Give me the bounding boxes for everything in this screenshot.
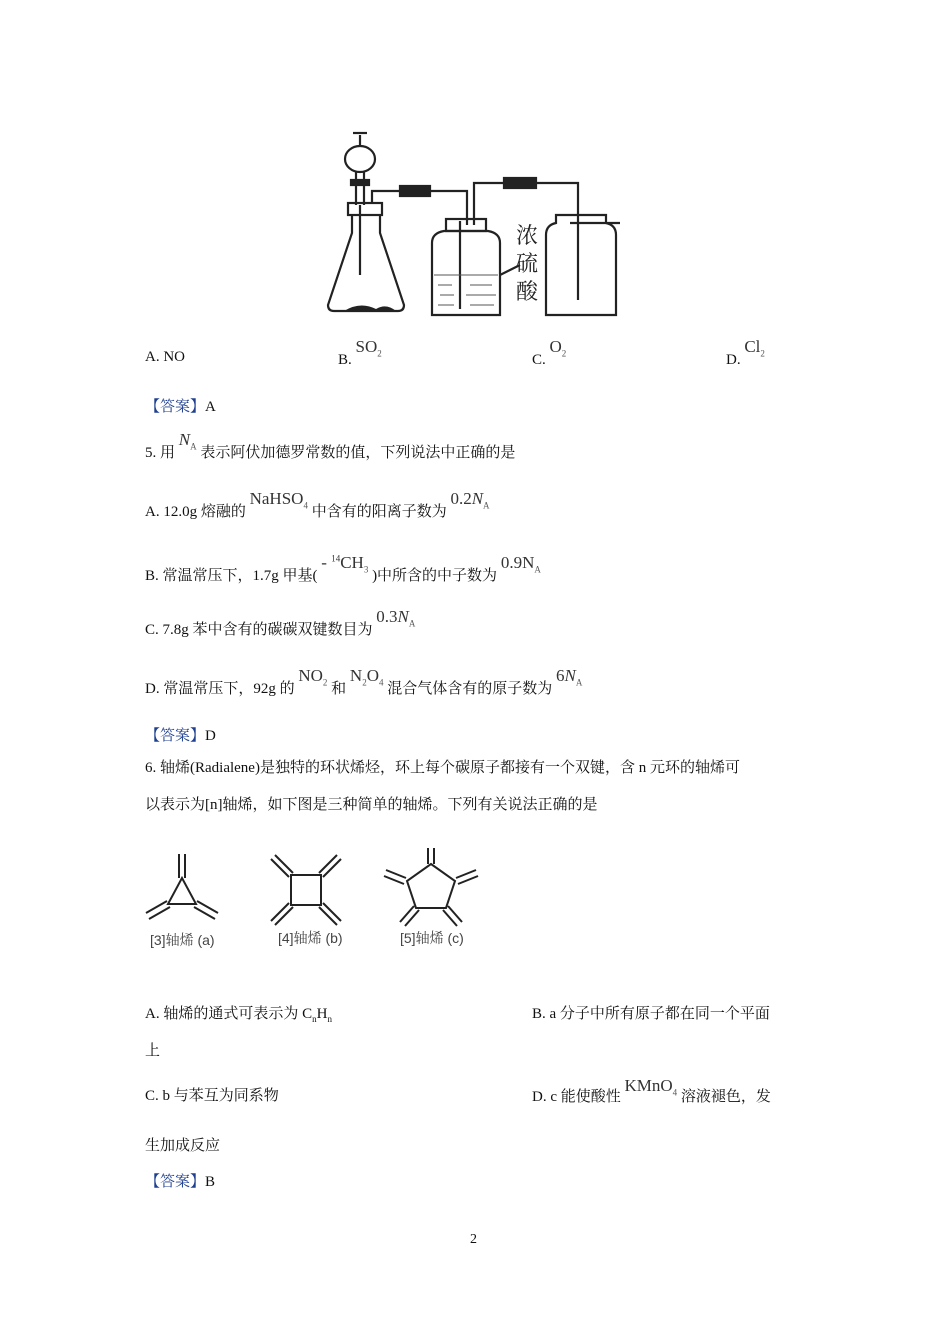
- na-subscript: A: [190, 441, 197, 452]
- q4-option-b: [338, 337, 382, 368]
- na-subscript: A: [575, 677, 583, 688]
- q5-option-d: [145, 666, 583, 697]
- figure-label-char-1: 浓: [516, 223, 539, 248]
- q6-option-b-line1: B. a 分子中所有原子都在同一个平面: [532, 1006, 770, 1022]
- option-text: D. 常温常压下，92g 的: [145, 681, 295, 697]
- option-letter: D.: [726, 352, 741, 368]
- q5-option-c: [145, 607, 416, 638]
- q6-option-a: [145, 1004, 332, 1029]
- formula-text: NaHSO: [249, 489, 304, 508]
- option-text: H: [316, 1006, 328, 1022]
- q6-option-c: C. b 与苯互为同系物: [145, 1088, 279, 1104]
- option-text: A. 轴烯的通式可表示为 C: [145, 1006, 313, 1022]
- answer-label: 【答案】: [145, 1174, 206, 1190]
- option-text: D. c 能使酸性: [532, 1089, 621, 1105]
- formula-text: SO: [355, 337, 378, 356]
- formula-text: KMnO: [624, 1076, 673, 1095]
- value-text: 0.3: [376, 607, 398, 626]
- formula-subscript: 2: [377, 348, 382, 359]
- option-letter: C.: [532, 352, 546, 368]
- formula-text: O: [549, 337, 562, 356]
- na-symbol: N: [564, 666, 576, 685]
- formula-subscript: 2: [561, 348, 567, 359]
- figure-label-char-3: 酸: [516, 279, 539, 304]
- q6-stem-line2: 以表示为[n]轴烯，如下图是三种简单的轴烯。下列有关说法正确的是: [145, 797, 598, 813]
- option-letter: A.: [145, 349, 160, 365]
- na-subscript: A: [408, 618, 416, 629]
- q6-answer: [145, 1170, 215, 1191]
- stem-text: 表示阿伏加德罗常数的值，下列说法中正确的是: [200, 445, 516, 461]
- answer-label: 【答案】: [145, 728, 206, 744]
- option-text: NO: [163, 349, 186, 365]
- caption-radialene-b: [4]轴烯 (b): [278, 930, 343, 946]
- q4-option-d: [726, 337, 765, 368]
- value-text: 6: [556, 666, 565, 685]
- formula-text: CH: [340, 552, 364, 572]
- q5-stem: [145, 430, 516, 461]
- option-letter: B.: [338, 352, 352, 368]
- na-symbol: N: [471, 489, 484, 508]
- isotope-superscript: 14: [331, 553, 341, 563]
- na-subscript: A: [534, 564, 541, 575]
- q6-option-d-line1: [532, 1076, 771, 1105]
- value-text: 0.2: [450, 489, 472, 508]
- option-text: 中含有的阳离子数为: [311, 504, 447, 520]
- answer-label: 【答案】: [145, 399, 206, 415]
- formula-subscript: 4: [378, 677, 384, 688]
- answer-value: D: [205, 728, 216, 744]
- option-text: B. 常温常压下，1.7g 甲基(: [145, 567, 318, 584]
- dash-text: -: [321, 552, 327, 572]
- formula-subscript: 4: [303, 500, 308, 511]
- option-text: 混合气体含有的原子数为: [387, 681, 553, 697]
- formula-subscript: 4: [672, 1087, 678, 1098]
- figure-label-char-2: 硫: [516, 251, 539, 276]
- answer-value: B: [205, 1174, 216, 1190]
- caption-radialene-c: [5]轴烯 (c): [400, 930, 464, 946]
- q4-answer: [145, 395, 216, 416]
- q6-stem-line1: 6. 轴烯(Radialene)是独特的环状烯烃，环上每个碳原子都接有一个双键，含 n 元环的轴烯可: [145, 760, 740, 776]
- option-text: C. 7.8g 苯中含有的碳碳双键数目为: [145, 622, 373, 638]
- stem-text: 5. 用: [145, 445, 176, 461]
- option-text: 溶液褪色，发: [680, 1089, 771, 1105]
- formula-text: O: [366, 666, 379, 685]
- q5-option-a: [145, 489, 490, 520]
- q4-option-a: [145, 347, 185, 367]
- q4-option-c: [532, 337, 567, 368]
- formula-subscript: 3: [363, 564, 369, 575]
- formula-subscript: n: [327, 1014, 332, 1024]
- q5-answer: [145, 724, 216, 745]
- formula-subscript: 2: [322, 677, 328, 688]
- option-text: 和: [331, 681, 347, 697]
- answer-value: A: [205, 399, 216, 415]
- na-symbol: N: [397, 607, 409, 626]
- formula-subscript: 2: [760, 348, 765, 359]
- option-text: A. 12.0g 熔融的: [145, 504, 246, 520]
- na-subscript: A: [483, 500, 490, 511]
- q6-option-d-line2: 生加成反应: [145, 1138, 221, 1154]
- caption-radialene-a: [3]轴烯 (a): [150, 932, 215, 948]
- q6-option-b-line2: 上: [145, 1043, 161, 1059]
- formula-subscript: n: [312, 1014, 317, 1024]
- formula-text: N: [349, 666, 363, 685]
- q5-option-b: [145, 548, 541, 584]
- na-symbol: N: [178, 430, 191, 449]
- gas-apparatus-figure: [320, 125, 635, 320]
- formula-subscript: 2: [362, 677, 367, 688]
- formula-text: Cl: [744, 337, 761, 356]
- formula-text: NO: [298, 666, 323, 685]
- page-number: 2: [470, 1232, 477, 1247]
- option-text: )中所含的中子数为: [372, 567, 498, 584]
- value-text: 0.9N: [500, 552, 535, 572]
